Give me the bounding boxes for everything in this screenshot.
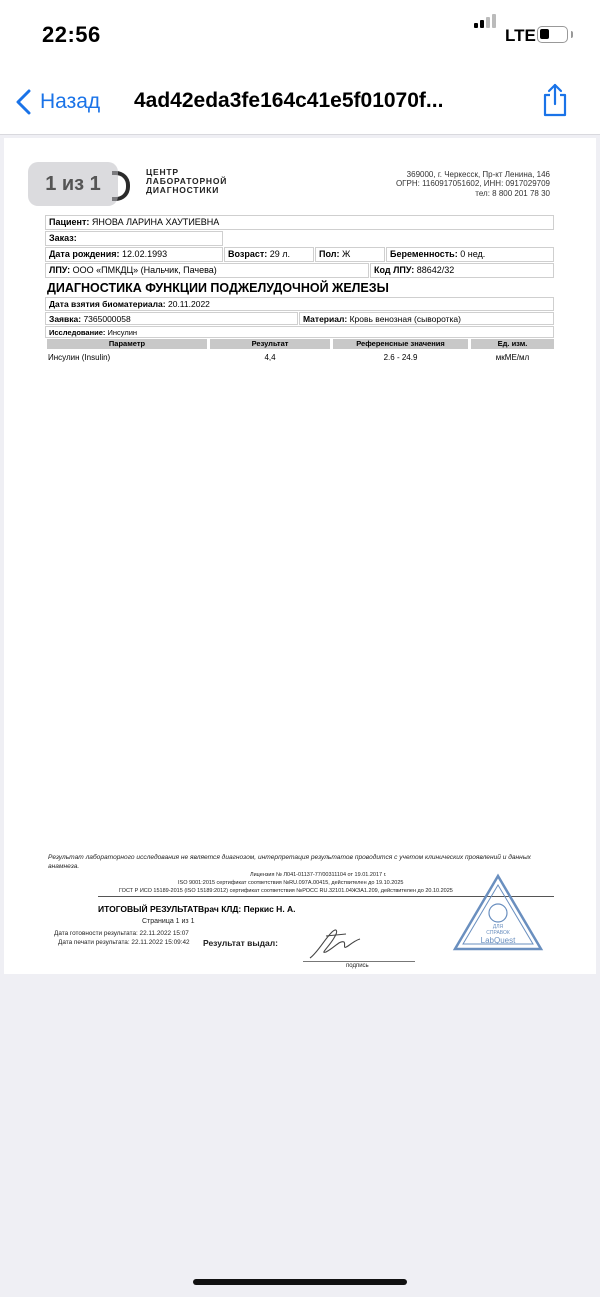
patient-field: Пациент: ЯНОВА ЛАРИНА ХАУТИЕВНА — [45, 215, 554, 230]
table-header-param: Параметр — [47, 339, 207, 349]
section-title: ДИАГНОСТИКА ФУНКЦИИ ПОДЖЕЛУДОЧНОЙ ЖЕЛЕЗЫ — [47, 281, 389, 295]
back-button[interactable] — [16, 86, 100, 118]
stamp-text-2: СПРАВОК — [486, 930, 510, 936]
disclaimer-text: Результат лабораторного исследования не является диагнозом, интерпретация результатов проводится с учетом клинических проявлений и данных анамнеза. — [48, 854, 531, 870]
ready-date: Дата готовности результата: 22.11.2022 15:07 — [54, 930, 189, 937]
request-field: Заявка: 7365000058 — [45, 312, 298, 325]
table-header-unit: Ед. изм. — [471, 339, 554, 349]
sex-field: Пол: Ж — [315, 247, 385, 262]
home-indicator[interactable] — [193, 1279, 407, 1285]
share-button[interactable] — [540, 82, 570, 118]
battery-tip — [571, 31, 573, 38]
lab-logo-text: ЦЕНТР ЛАБОРАТОРНОЙ ДИАГНОСТИКИ — [146, 167, 228, 195]
final-result-line: ИТОГОВЫЙ РЕЗУЛЬТАТВрач КЛД: Перкис Н. А. — [98, 904, 296, 914]
page-of: Страница 1 из 1 — [142, 918, 195, 925]
chevron-left-icon — [16, 89, 31, 115]
age-field: Возраст: 29 л. — [224, 247, 314, 262]
signature-line — [303, 961, 415, 962]
page-indicator: 1 из 1 — [28, 162, 118, 206]
document-title: 4ad42eda3fe164c41e5f01070f... — [134, 89, 444, 112]
sample-date-field: Дата взятия биоматериала: 20.11.2022 — [45, 297, 554, 311]
result-param: Инсулин (Insulin) — [48, 353, 111, 362]
network-type: LTE — [505, 26, 536, 45]
lpu-field: ЛПУ: ООО «ПМКДЦ» (Нальчик, Пачева) — [45, 263, 369, 278]
table-header-reference: Референсные значения — [333, 339, 468, 349]
result-value: 4,4 — [264, 353, 276, 362]
navigation-bar — [0, 70, 600, 135]
signature-image — [306, 922, 366, 964]
license-line-3: ГОСТ Р ИСО 15189-2015 (ISO 15189:2012) сертификат соответствия №РОСС RU.32101.04ЖЗА1.209, действителен до 20.10.2025 — [119, 888, 453, 894]
lab-address: 369000, г. Черкесск, Пр-кт Ленина, 146 ОГРН: 1160917051602, ИНН: 0917029709 тел: 8 800 201 78 30 — [395, 170, 550, 198]
labquest-stamp-icon — [452, 873, 544, 953]
issued-by-label: Результат выдал: — [203, 938, 278, 948]
stamp-text-3: LabQuest — [480, 936, 516, 945]
lpu-code-field: Код ЛПУ: 88642/32 — [370, 263, 554, 278]
result-reference: 2.6 - 24.9 — [383, 353, 418, 362]
signature-caption: подпись — [346, 963, 369, 969]
license-line-1: Лицензия № Л041-01137-77/00311104 от 19.01.2017 г. — [250, 872, 387, 878]
table-header-result: Результат — [210, 339, 330, 349]
result-unit: мкМЕ/мл — [495, 353, 530, 362]
birth-date-field: Дата рождения: 12.02.1993 — [45, 247, 223, 262]
share-icon — [540, 82, 570, 118]
material-field: Материал: Кровь венозная (сыворотка) — [299, 312, 554, 325]
back-button-label: Назад — [40, 90, 101, 113]
study-field: Исследование: Инсулин — [45, 326, 554, 338]
status-time: 22:56 — [42, 22, 101, 47]
print-date: Дата печати результата: 22.11.2022 15:09:42 — [58, 939, 190, 946]
status-bar — [0, 0, 600, 70]
stamp-text-1: ДЛЯ — [492, 924, 504, 930]
license-line-2: ISO 9001:2015 сертификат соответствия №RU.097А.00415, действителен до 19.10.2025 — [178, 880, 404, 886]
order-field: Заказ: — [45, 231, 223, 246]
pregnancy-field: Беременность: 0 нед. — [386, 247, 554, 262]
battery-icon — [537, 26, 568, 43]
